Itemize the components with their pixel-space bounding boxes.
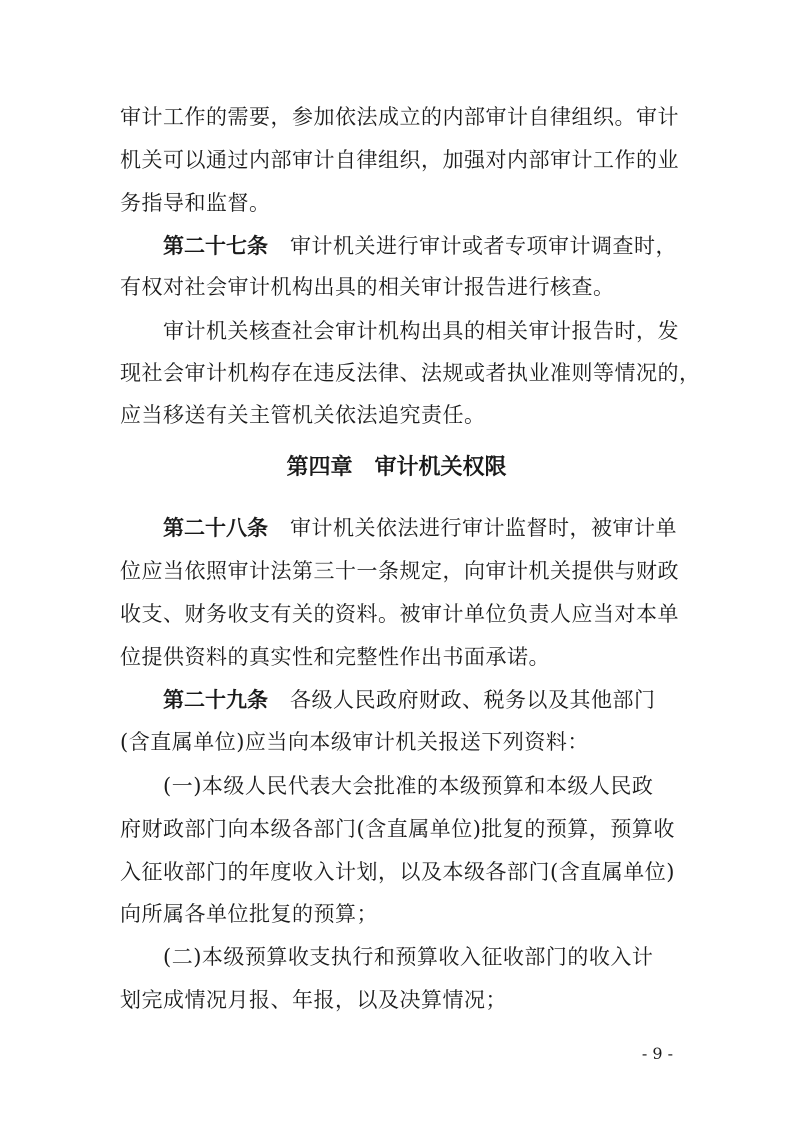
article-title: 第二十七条	[163, 234, 268, 258]
text-line: (一)本级人民代表大会批准的本级预算和本级人民政	[163, 774, 654, 798]
article-title: 第二十八条	[163, 516, 268, 540]
article-28-first-line	[163, 513, 683, 543]
text-line: 审计工作的需要，参加依法成立的内部审计自律组织。审计	[120, 105, 679, 129]
article-27-first-line	[163, 231, 683, 261]
article-title: 第二十九条	[163, 688, 268, 712]
text-line: 府财政部门向本级各部门(含直属单位)批复的预算，预算收	[120, 817, 675, 841]
text-line: 有权对社会审计机构出具的相关审计报告进行核查。	[120, 275, 615, 299]
text-line: 务指导和监督。	[120, 191, 271, 215]
chapter-heading: 第四章 审计机关权限	[286, 455, 507, 480]
text-line: 划完成情况月报、年报，以及决算情况；	[120, 988, 507, 1012]
text-line: (二)本级预算收支执行和预算收入征收部门的收入计	[163, 945, 654, 969]
text-line: 位应当依照审计法第三十一条规定，向审计机关提供与财政	[120, 559, 679, 583]
text-line: 应当移送有关主管机关依法追究责任。	[120, 403, 486, 427]
article-text: 各级人民政府财政、税务以及其他部门	[290, 688, 656, 712]
text-line: 现社会审计机构存在违反法律、法规或者执业准则等情况的，	[120, 361, 701, 385]
text-line: 审计机关核查社会审计机构出具的相关审计报告时，发	[163, 319, 679, 343]
article-text: 审计机关依法进行审计监督时，被审计单	[290, 516, 677, 540]
text-line: 向所属各单位批复的预算；	[120, 902, 378, 926]
text-line: 位提供资料的真实性和完整性作出书面承诺。	[120, 645, 550, 669]
text-line: 入征收部门的年度收入计划，以及本级各部门(含直属单位)	[120, 860, 675, 884]
page-number: - 9 -	[641, 1044, 673, 1063]
text-line: 收支、财务收支有关的资料。被审计单位负责人应当对本单	[120, 602, 679, 626]
text-line: 机关可以通过内部审计自律组织，加强对内部审计工作的业	[120, 148, 679, 172]
article-29-first-line	[163, 685, 683, 715]
text-line: (含直属单位)应当向本级审计机关报送下列资料：	[120, 730, 589, 754]
article-text: 审计机关进行审计或者专项审计调查时，	[290, 234, 677, 258]
